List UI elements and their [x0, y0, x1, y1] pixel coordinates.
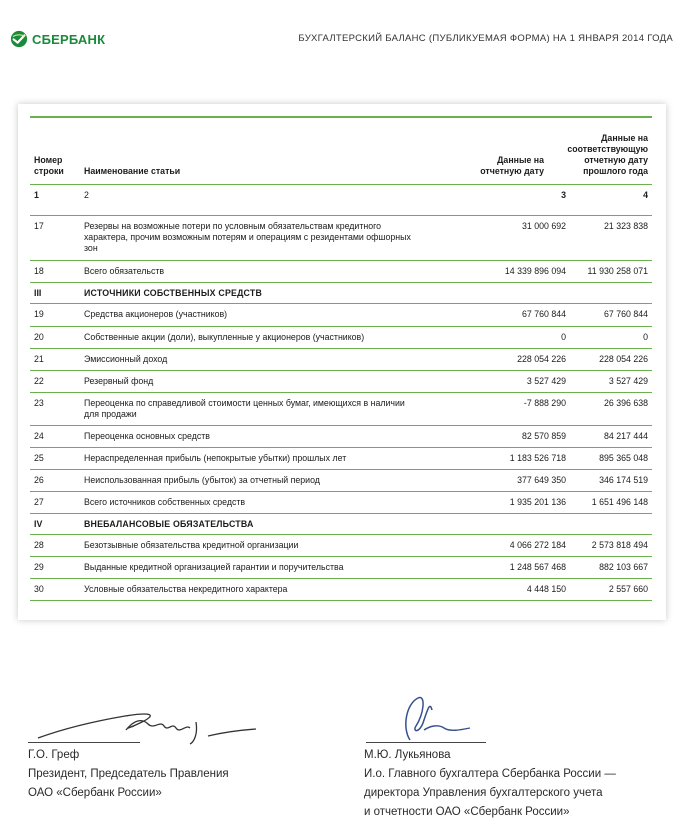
sberbank-logo-icon	[10, 30, 28, 48]
row-previous-value: 346 174 519	[599, 475, 648, 485]
row-previous-value: 3 527 429	[608, 376, 648, 386]
signatory-organization: и отчетности ОАО «Сбербанк России»	[364, 806, 570, 818]
header-previous-year: Данные на соответствующую отчетную дату прошлого года	[567, 133, 648, 176]
row-number: 24	[34, 431, 44, 441]
row-number: 25	[34, 453, 44, 463]
row-number: 29	[34, 562, 44, 572]
row-reporting-value: 1 183 526 718	[509, 453, 566, 463]
row-item-name: ВНЕБАЛАНСОВЫЕ ОБЯЗАТЕЛЬСТВА	[84, 519, 254, 529]
signature-line-left	[28, 742, 140, 743]
table-row	[30, 470, 652, 492]
row-reporting-value: 1 935 201 136	[509, 497, 566, 507]
row-previous-value: 11 930 258 071	[587, 266, 648, 276]
row-previous-value: 4	[643, 190, 648, 200]
row-number: 30	[34, 584, 44, 594]
row-item-name: Переоценка по справедливой стоимости ценных бумаг, имеющихся в наличии для продажи	[84, 398, 405, 419]
row-item-name: Нераспределенная прибыль (непокрытые убытки) прошлых лет	[84, 453, 347, 463]
row-reporting-value: 0	[561, 332, 566, 342]
row-number: 22	[34, 376, 44, 386]
row-reporting-value: 4 448 150	[526, 584, 566, 594]
signature-line-right	[366, 742, 486, 743]
signatory-role: Президент, Председатель Правления	[28, 768, 229, 780]
row-number: IV	[34, 519, 43, 529]
row-item-name: Всего обязательств	[84, 266, 165, 276]
row-number: 17	[34, 221, 44, 231]
row-number: 28	[34, 540, 44, 550]
row-previous-value: 1 651 496 148	[591, 497, 648, 507]
row-previous-value: 895 365 048	[599, 453, 648, 463]
signatory-role: И.о. Главного бухгалтера Сбербанка России —	[364, 768, 616, 780]
lukyanova-signature	[366, 690, 496, 746]
row-previous-value: 2 573 818 494	[591, 540, 648, 550]
table-row	[30, 371, 652, 393]
row-item-name: Резервы на возможные потери по условным обязательствам кредитного характера, прочим возможным потерям и операциям с резидентами офшорных зон	[84, 221, 411, 253]
table-row	[30, 261, 652, 283]
row-item-name: ИСТОЧНИКИ СОБСТВЕННЫХ СРЕДСТВ	[84, 288, 263, 298]
row-item-name: 2	[84, 190, 89, 200]
row-item-name: Эмиссионный доход	[84, 354, 168, 364]
row-number: 27	[34, 497, 44, 507]
row-number: III	[34, 288, 42, 298]
row-previous-value: 26 396 638	[603, 398, 648, 408]
page-header	[0, 0, 689, 70]
row-previous-value: 882 103 667	[599, 562, 648, 572]
row-previous-value: 67 760 844	[603, 309, 648, 319]
table-row	[30, 492, 652, 514]
row-reporting-value: 82 570 859	[521, 431, 566, 441]
table-row	[30, 304, 652, 327]
row-previous-value: 2 557 660	[608, 584, 648, 594]
row-item-name: Безотзывные обязательства кредитной организации	[84, 540, 299, 550]
row-item-name: Резервный фонд	[84, 376, 154, 386]
header-row-number: Номер строки	[34, 155, 64, 176]
header-reporting-date: Данные на отчетную дату	[480, 155, 544, 176]
row-reporting-value: 3 527 429	[526, 376, 566, 386]
row-reporting-value: 4 066 272 184	[509, 540, 566, 550]
table-row	[30, 535, 652, 557]
table-body	[30, 185, 652, 601]
row-number: 19	[34, 309, 44, 319]
logo-text: СБЕРБАНК	[32, 31, 106, 47]
table-row	[30, 557, 652, 579]
row-item-name: Всего источников собственных средств	[84, 497, 246, 507]
section-row	[30, 514, 652, 535]
row-reporting-value: 3	[561, 190, 566, 200]
signatory-name: Г.О. Греф	[28, 749, 80, 761]
row-reporting-value: -7 888 290	[523, 398, 566, 408]
sberbank-logo	[10, 30, 105, 48]
row-number: 20	[34, 332, 44, 342]
row-number: 18	[34, 266, 44, 276]
row-previous-value: 21 323 838	[603, 221, 648, 231]
row-previous-value: 228 054 226	[599, 354, 648, 364]
row-number: 1	[34, 190, 39, 200]
table-row	[30, 426, 652, 448]
signatory-name: М.Ю. Лукьянова	[364, 749, 451, 761]
document-title: БУХГАЛТЕРСКИЙ БАЛАНС (ПУБЛИКУЕМАЯ ФОРМА) НА 1 ЯНВАРЯ 2014 ГОДА	[298, 33, 673, 44]
signatory-organization: ОАО «Сбербанк России»	[28, 787, 162, 799]
row-number: 26	[34, 475, 44, 485]
row-reporting-value: 31 000 692	[521, 221, 566, 231]
table-row	[30, 216, 652, 261]
row-reporting-value: 1 248 567 468	[509, 562, 566, 572]
table-row	[30, 327, 652, 349]
row-previous-value: 0	[643, 332, 648, 342]
table-row	[30, 448, 652, 470]
row-item-name: Переоценка основных средств	[84, 431, 210, 441]
row-item-name: Выданные кредитной организацией гарантии и поручительства	[84, 562, 344, 572]
table-row	[30, 393, 652, 426]
header-item-name: Наименование статьи	[84, 166, 181, 176]
row-item-name: Неиспользованная прибыль (убыток) за отчетный период	[84, 475, 320, 485]
table-header	[30, 118, 652, 185]
row-item-name: Условные обязательства некредитного характера	[84, 584, 288, 594]
signatory-lukyanova	[364, 746, 616, 822]
row-previous-value: 84 217 444	[603, 431, 648, 441]
balance-sheet-card	[18, 104, 666, 620]
table-row	[30, 349, 652, 371]
row-item-name: Средства акционеров (участников)	[84, 309, 228, 319]
table-row	[30, 185, 652, 216]
row-reporting-value: 228 054 226	[517, 354, 566, 364]
row-reporting-value: 67 760 844	[521, 309, 566, 319]
row-item-name: Собственные акции (доли), выкупленные у акционеров (участников)	[84, 332, 365, 342]
row-number: 23	[34, 398, 44, 408]
section-row	[30, 283, 652, 304]
row-reporting-value: 377 649 350	[517, 475, 566, 485]
row-number: 21	[34, 354, 44, 364]
table-row	[30, 579, 652, 601]
signatory-role-continued: директора Управления бухгалтерского учета	[364, 787, 603, 799]
signatory-gref	[28, 746, 229, 803]
row-reporting-value: 14 339 896 094	[504, 266, 566, 276]
